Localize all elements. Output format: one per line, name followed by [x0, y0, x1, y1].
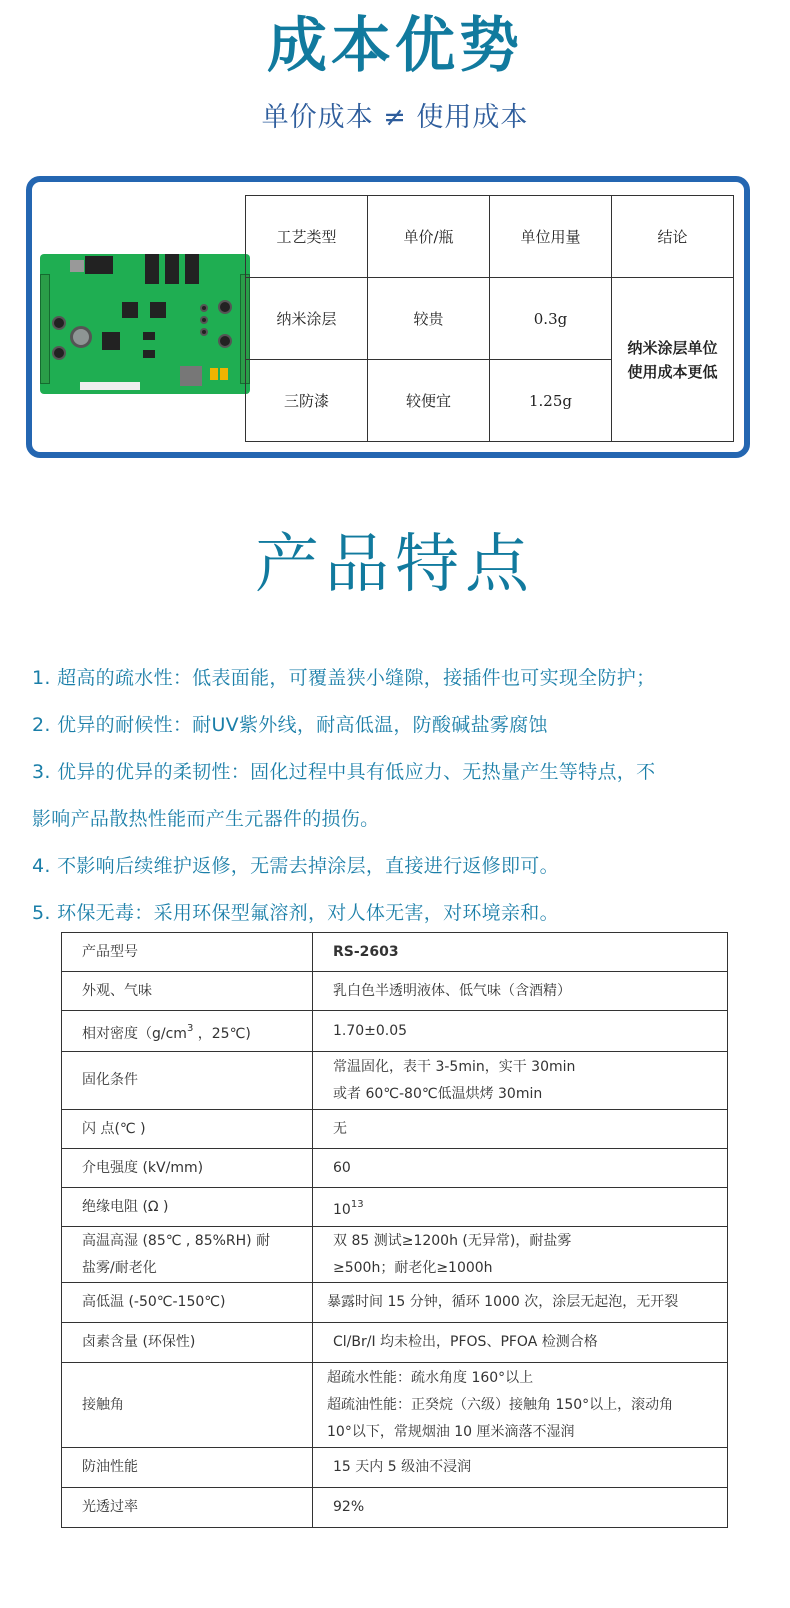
- table-row: [62, 1188, 728, 1227]
- table-row: [246, 278, 734, 360]
- unit-usage: 1.25g: [490, 360, 612, 442]
- spec-key: 闪 点(℃ ): [62, 1110, 313, 1149]
- feature-item: 4. 不影响后续维护返修，无需去掉涂层，直接进行返修即可。: [32, 855, 559, 877]
- table-row: [62, 1363, 728, 1448]
- table-row: [62, 933, 728, 972]
- product-features-title: 产品特点: [255, 528, 535, 602]
- pcb-circuit-board-image: [40, 254, 250, 394]
- spec-value: 15 天内 5 级油不浸润: [313, 1448, 728, 1488]
- spec-value: $10^{13}$: [313, 1188, 728, 1227]
- spec-key: 光透过率: [62, 1488, 313, 1528]
- spec-key: 外观、气味: [62, 972, 313, 1011]
- spec-key: 产品型号: [62, 933, 313, 972]
- table-row: [62, 1149, 728, 1188]
- feature-item: 5. 环保无毒：采用环保型氟溶剂，对人体无害，对环境亲和。: [32, 902, 559, 924]
- process-type: 三防漆: [246, 360, 368, 442]
- unit-price: 较贵: [368, 278, 490, 360]
- table-row: [62, 972, 728, 1011]
- spec-value: RS-2603: [313, 933, 728, 972]
- spec-key: 防油性能: [62, 1448, 313, 1488]
- table-row: [62, 1448, 728, 1488]
- spec-value: 常温固化，表干 3-5min，实干 30min 或者 60℃-80℃低温烘烤 30min: [313, 1052, 728, 1110]
- spec-table: [61, 932, 728, 1528]
- process-type: 纳米涂层: [246, 278, 368, 360]
- cost-advantage-title: 成本优势: [267, 11, 523, 81]
- header-cell: 结论: [612, 196, 734, 278]
- table-row: [62, 1011, 728, 1052]
- unit-price: 较便宜: [368, 360, 490, 442]
- feature-item: 2. 优异的耐候性：耐UV紫外线，耐高低温，防酸碱盐雾腐蚀: [32, 714, 548, 736]
- spec-value: 乳白色半透明液体、低气味（含酒精）: [313, 972, 728, 1011]
- cost-subtitle: 单价成本 ≠ 使用成本: [261, 102, 529, 133]
- spec-value: 超疏水性能：疏水角度 160°以上 超疏油性能：正癸烷（六级）接触角 150°以上，滚动角 10°以下，常规烟油 10 厘米滴落不湿润: [313, 1363, 728, 1448]
- table-row: [62, 1110, 728, 1149]
- feature-item-continued: 影响产品散热性能而产生元器件的损伤。: [32, 808, 380, 830]
- table-row: [62, 1488, 728, 1528]
- spec-value: 无: [313, 1110, 728, 1149]
- cost-comparison-box: [26, 176, 750, 458]
- spec-value: 60: [313, 1149, 728, 1188]
- conclusion-cell: [612, 278, 734, 442]
- header-cell: 工艺类型: [246, 196, 368, 278]
- spec-value: 双 85 测试≥1200h (无异常)，耐盐雾 ≥500h；耐老化≥1000h: [313, 1227, 728, 1283]
- feature-item: 1. 超高的疏水性：低表面能，可覆盖狭小缝隙，接插件也可实现全防护；: [32, 667, 656, 689]
- header-cell: 单价/瓶: [368, 196, 490, 278]
- spec-key: 固化条件: [62, 1052, 313, 1110]
- header-cell: 单位用量: [490, 196, 612, 278]
- conclusion-line: 使用成本更低: [627, 362, 718, 381]
- cost-comparison-table: [245, 195, 734, 442]
- feature-list: [32, 655, 772, 937]
- spec-key: 相对密度（$g/cm^3$ ，25℃): [62, 1011, 313, 1052]
- table-row: [62, 1323, 728, 1363]
- table-row: [62, 1227, 728, 1283]
- spec-key: 介电强度 (kV/mm): [62, 1149, 313, 1188]
- spec-value: 1.70±0.05: [313, 1011, 728, 1052]
- feature-item: 3. 优异的优异的柔韧性：固化过程中具有低应力、无热量产生等特点，不: [32, 761, 656, 783]
- unit-usage: 0.3g: [490, 278, 612, 360]
- spec-key: 高温高湿 (85℃ , 85%RH) 耐 盐雾/耐老化: [62, 1227, 313, 1283]
- spec-value: 92%: [313, 1488, 728, 1528]
- spec-key: 卤素含量 (环保性): [62, 1323, 313, 1363]
- spec-key: 绝缘电阻 (Ω ): [62, 1188, 313, 1227]
- table-header-row: [246, 196, 734, 278]
- spec-value: 暴露时间 15 分钟，循环 1000 次，涂层无起泡，无开裂: [313, 1283, 728, 1323]
- spec-key: 高低温 (-50℃-150℃): [62, 1283, 313, 1323]
- table-row: [62, 1283, 728, 1323]
- spec-value: Cl/Br/I 均未检出，PFOS、PFOA 检测合格: [313, 1323, 728, 1363]
- table-row: [62, 1052, 728, 1110]
- spec-key: 接触角: [62, 1363, 313, 1448]
- conclusion-line: 纳米涂层单位: [627, 338, 718, 357]
